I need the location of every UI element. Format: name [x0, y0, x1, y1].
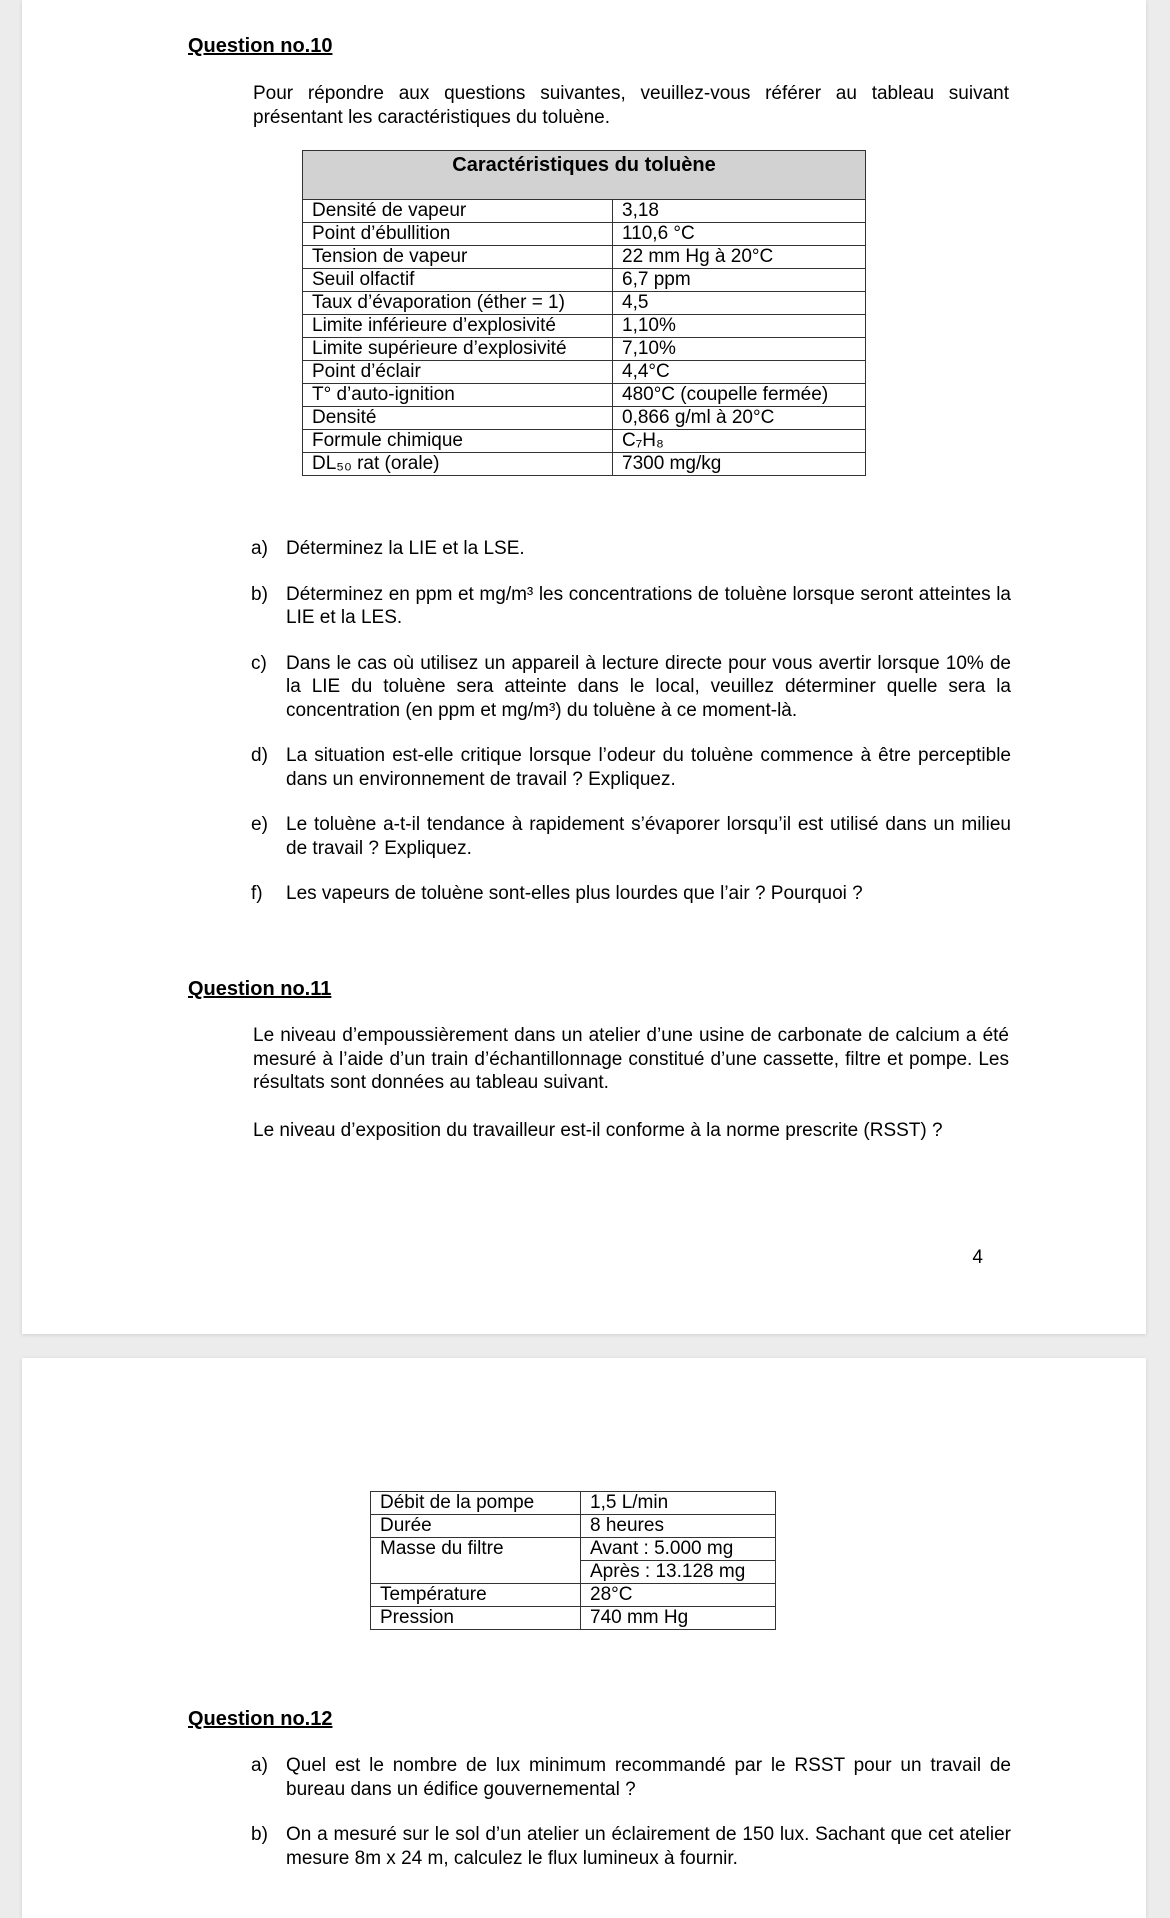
value-cell: 8 heures: [581, 1515, 776, 1538]
property-cell: Température: [371, 1584, 581, 1607]
toluene-characteristics-table: [302, 150, 866, 476]
value-cell: 7,10%: [613, 338, 866, 361]
table-row: [303, 246, 866, 269]
property-cell: Débit de la pompe: [371, 1492, 581, 1515]
value-cell: Avant : 5.000 mg: [581, 1538, 776, 1561]
question-12-title: Question no.12: [188, 1708, 333, 1730]
property-cell: Point d’éclair: [303, 361, 613, 384]
table-row: [303, 200, 866, 223]
table-row: [303, 315, 866, 338]
value-cell: 6,7 ppm: [613, 269, 866, 292]
value-cell: 7300 mg/kg: [613, 453, 866, 476]
property-cell: Tension de vapeur: [303, 246, 613, 269]
question-11-title: Question no.11: [188, 978, 332, 1000]
item-text: Déterminez la LIE et la LSE.: [286, 538, 525, 559]
list-item: [251, 583, 1011, 630]
item-letter: f): [251, 883, 263, 904]
property-cell: Seuil olfactif: [303, 269, 613, 292]
item-text: Dans le cas où utilisez un appareil à lecture directe pour vous avertir lorsque 10% de la LIE du toluène sera atteinte dans le local, veuillez déterminer quelle sera la concentration (en ppm et mg/m³) du toluène à ce moment-là.: [286, 652, 1011, 721]
value-cell: 740 mm Hg: [581, 1607, 776, 1630]
value-cell: 4,4°C: [613, 361, 866, 384]
table-header: Caractéristiques du toluène: [303, 151, 866, 200]
item-letter: a): [251, 538, 268, 559]
list-item: [251, 882, 1011, 906]
document-page-1: [22, 0, 1146, 1334]
table-row: [303, 430, 866, 453]
list-item: [251, 1754, 1011, 1801]
property-cell: DL₅₀ rat (orale): [303, 453, 613, 476]
property-cell: Limite inférieure d’explosivité: [303, 315, 613, 338]
list-item: [251, 744, 1011, 791]
property-cell: Pression: [371, 1607, 581, 1630]
table-row: [303, 338, 866, 361]
table-row: [371, 1538, 776, 1561]
table-row: [303, 269, 866, 292]
item-text: La situation est-elle critique lorsque l’odeur du toluène commence à être perceptible dans un environnement de travail ? Expliquez.: [286, 745, 1011, 790]
table-row: [371, 1492, 776, 1515]
item-letter: b): [251, 1824, 268, 1845]
item-text: Déterminez en ppm et mg/m³ les concentrations de toluène lorsque seront atteintes la LIE et la LES.: [286, 583, 1011, 628]
property-cell: Masse du filtre: [371, 1538, 581, 1561]
property-cell: Limite supérieure d’explosivité: [303, 338, 613, 361]
table-row: [303, 361, 866, 384]
property-cell: Point d’ébullition: [303, 223, 613, 246]
list-item: [251, 1823, 1011, 1870]
question-10-title: Question no.10: [188, 35, 333, 57]
table-row: [371, 1607, 776, 1630]
property-cell: Densité de vapeur: [303, 200, 613, 223]
item-text: Quel est le nombre de lux minimum recommandé par le RSST pour un travail de bureau dans un édifice gouvernemental ?: [286, 1755, 1011, 1800]
value-cell: 28°C: [581, 1584, 776, 1607]
item-text: Le toluène a-t-il tendance à rapidement s’évaporer lorsqu’il est utilisé dans un milieu de travail ? Expliquez.: [286, 814, 1011, 859]
property-cell: Formule chimique: [303, 430, 613, 453]
item-letter: a): [251, 1755, 268, 1776]
value-cell: 1,10%: [613, 315, 866, 338]
item-letter: b): [251, 583, 268, 605]
question-10-intro: Pour répondre aux questions suivantes, veuillez-vous référer au tableau suivant présentant les caractéristiques du toluène.: [253, 83, 1009, 128]
table-row: [303, 453, 866, 476]
value-cell: 110,6 °C: [613, 223, 866, 246]
property-cell: Taux d’évaporation (éther = 1): [303, 292, 613, 315]
question-11-question: Le niveau d’exposition du travailleur est-il conforme à la norme prescrite (RSST) ?: [253, 1120, 943, 1141]
table-row: [371, 1515, 776, 1538]
value-cell: 4,5: [613, 292, 866, 315]
item-letter: c): [251, 652, 267, 674]
value-cell: 22 mm Hg à 20°C: [613, 246, 866, 269]
empty-cell: [371, 1561, 581, 1584]
property-cell: T° d’auto-ignition: [303, 384, 613, 407]
table-row: [371, 1561, 776, 1584]
question-12-list: [251, 1754, 1011, 1870]
value-cell: 1,5 L/min: [581, 1492, 776, 1515]
property-cell: Densité: [303, 407, 613, 430]
table-row: [371, 1584, 776, 1607]
item-letter: e): [251, 814, 268, 835]
item-text: On a mesuré sur le sol d’un atelier un éclairement de 150 lux. Sachant que cet atelier mesure 8m x 24 m, calculez le flux lumineux à fournir.: [286, 1824, 1011, 1869]
page-number: 4: [972, 1247, 983, 1268]
list-item: [251, 652, 1011, 723]
list-item: [251, 537, 1011, 561]
property-cell: Durée: [371, 1515, 581, 1538]
dust-sampling-table: [370, 1491, 776, 1630]
value-cell: 0,866 g/ml à 20°C: [613, 407, 866, 430]
table-row: [303, 292, 866, 315]
value-cell: Après : 13.128 mg: [581, 1561, 776, 1584]
question-10-list: [251, 537, 1011, 906]
table-row: [303, 384, 866, 407]
table-row: [303, 407, 866, 430]
document-page-2: [22, 1358, 1146, 1918]
value-cell: 3,18: [613, 200, 866, 223]
item-letter: d): [251, 745, 268, 766]
item-text: Les vapeurs de toluène sont-elles plus lourdes que l’air ? Pourquoi ?: [286, 883, 863, 904]
value-cell: C₇H₈: [613, 430, 866, 453]
list-item: [251, 813, 1011, 860]
value-cell: 480°C (coupelle fermée): [613, 384, 866, 407]
table-row: [303, 223, 866, 246]
question-11-paragraph: Le niveau d’empoussièrement dans un atelier d’une usine de carbonate de calcium a été mesuré à l’aide d’un train d’échantillonnage constitué d’une cassette, filtre et pompe. Les résultats sont données au tableau suivant.: [253, 1025, 1009, 1093]
